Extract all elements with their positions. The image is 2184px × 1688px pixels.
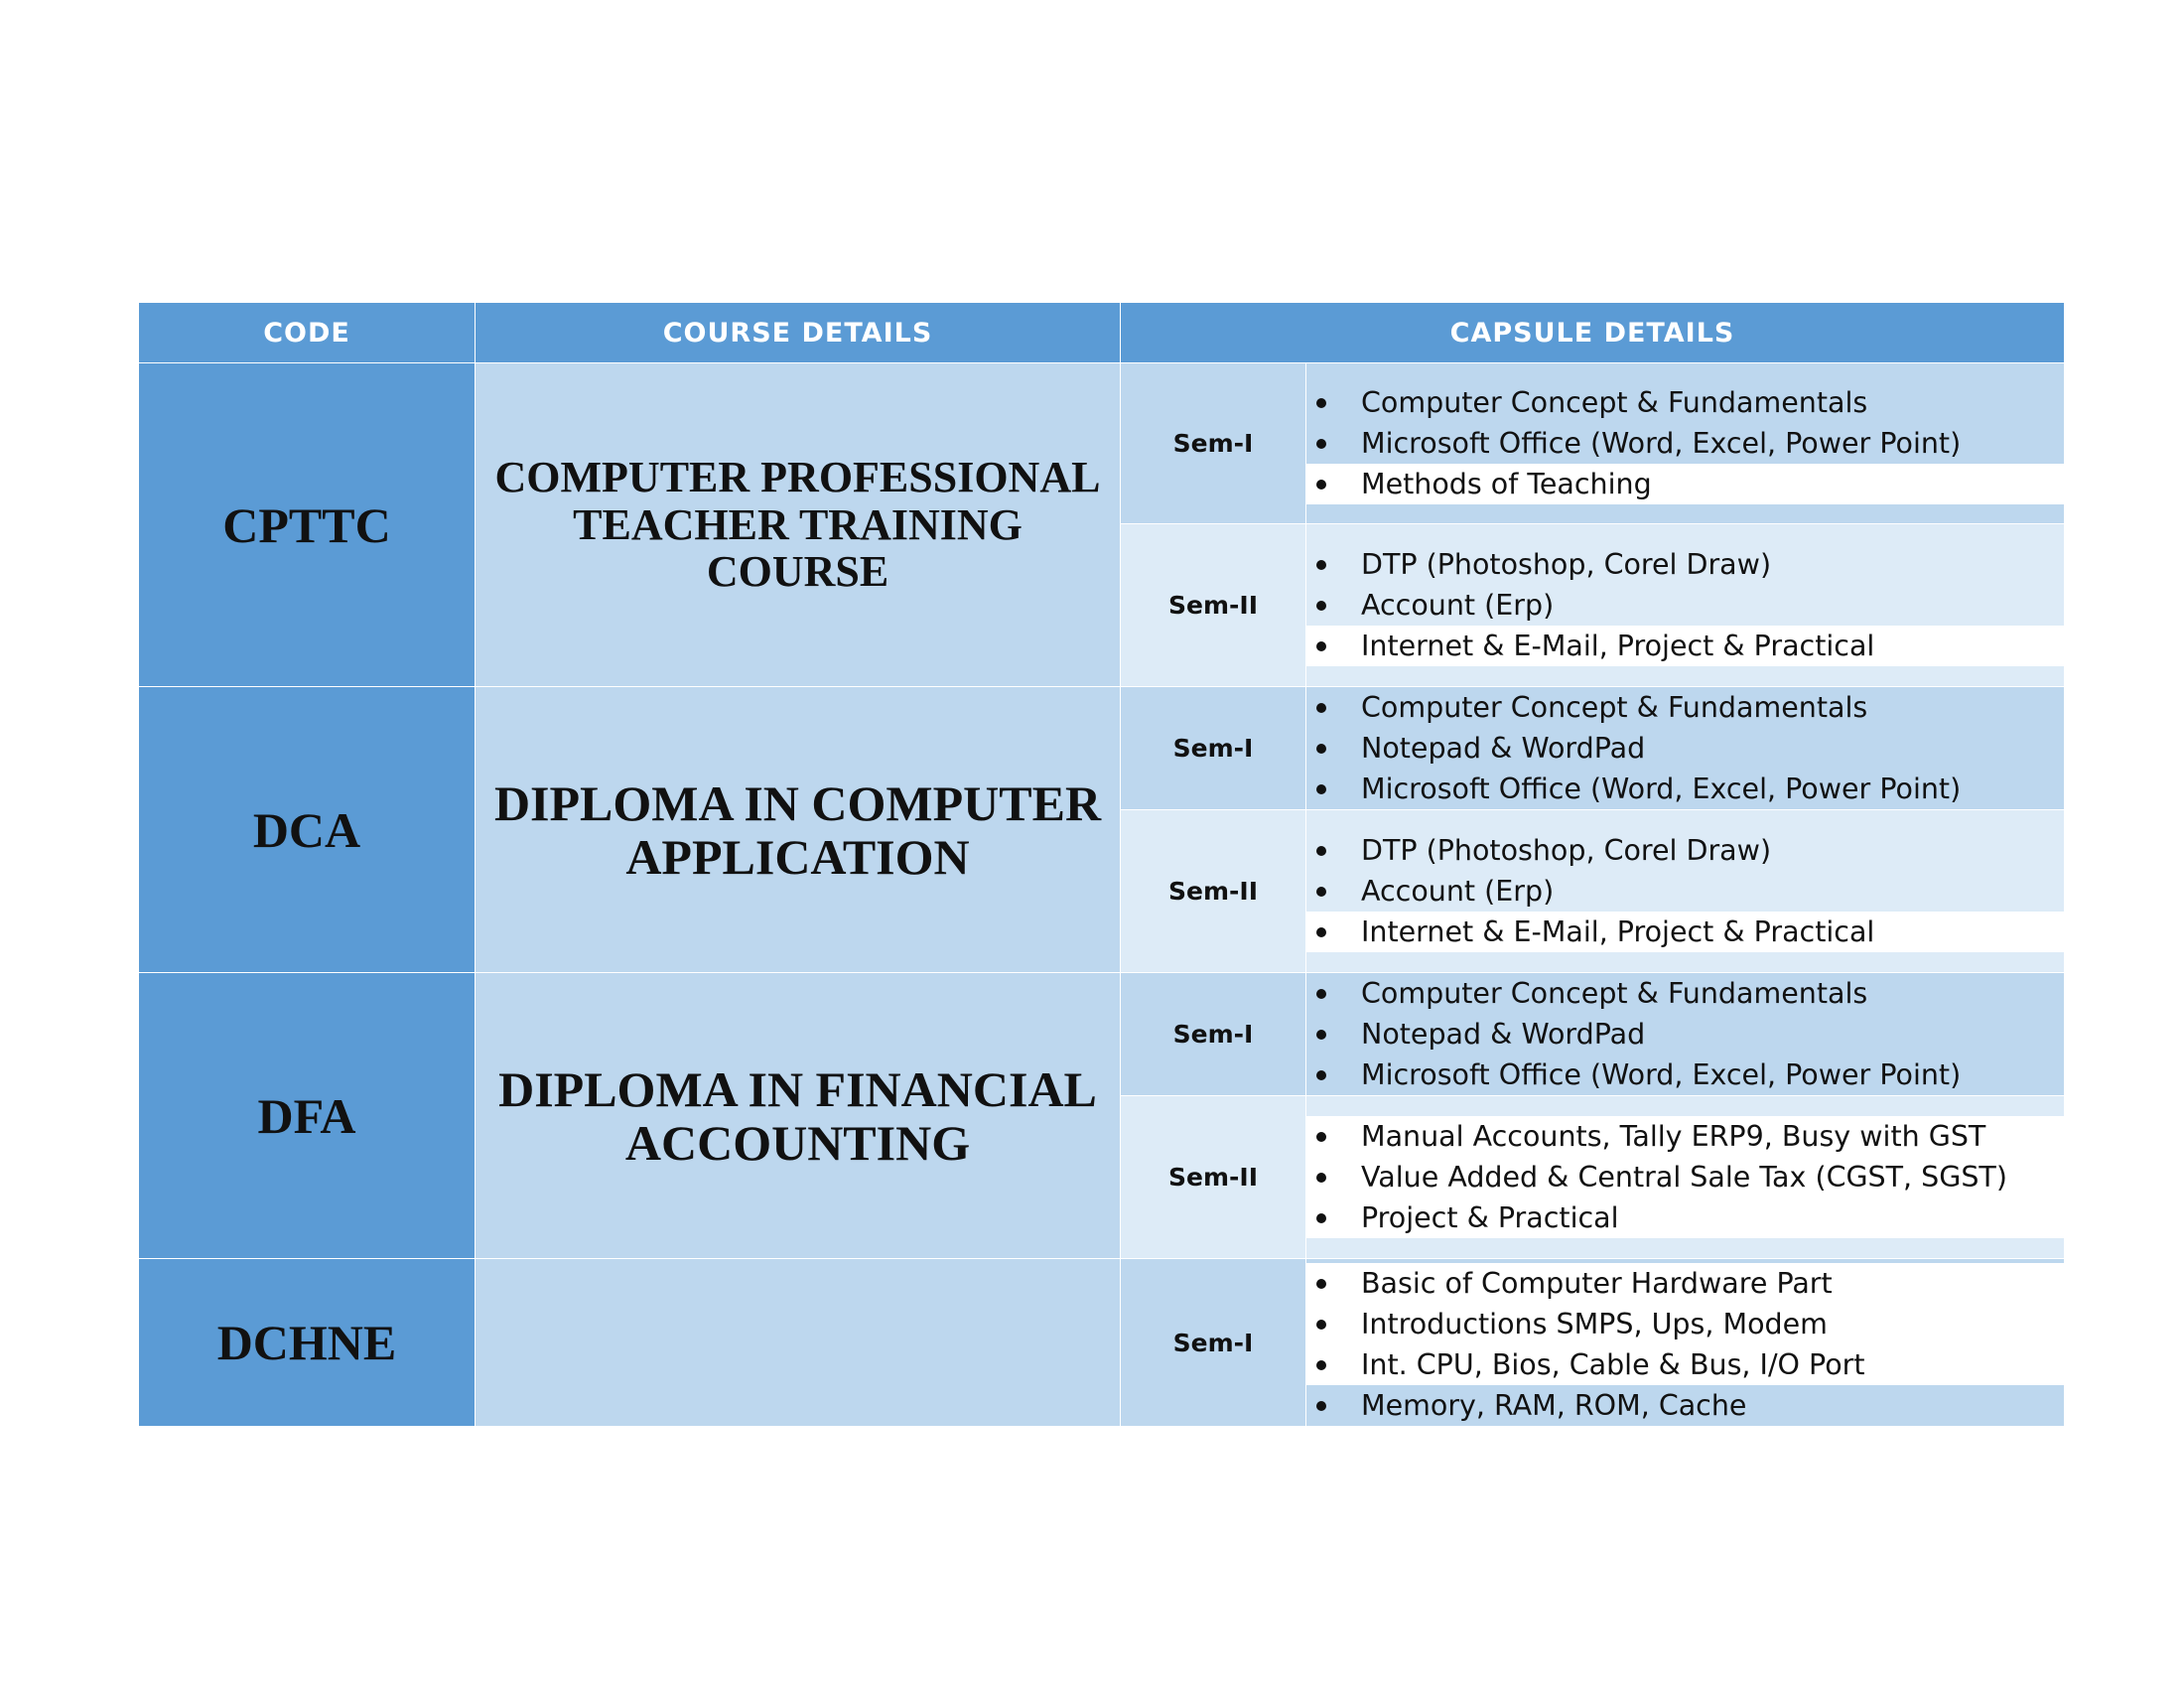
list-item-text: Introductions SMPS, Ups, Modem <box>1361 1308 1828 1340</box>
list-item <box>1306 1304 2064 1344</box>
list-item <box>1306 1385 2064 1426</box>
bullet-icon <box>1316 1320 1326 1330</box>
table-row <box>139 1259 2065 1427</box>
bullet-icon <box>1316 1173 1326 1183</box>
list-item <box>1306 464 2064 504</box>
course-name <box>476 1259 1121 1427</box>
capsule-list <box>1306 830 2064 952</box>
capsule-list <box>1306 544 2064 666</box>
capsule-cell <box>1306 524 2065 687</box>
semester-label: Sem-II <box>1121 524 1306 687</box>
list-item <box>1306 1197 2064 1238</box>
list-item-text: Int. CPU, Bios, Cable & Bus, I/O Port <box>1361 1348 1865 1381</box>
capsule-list <box>1306 1116 2064 1238</box>
course-code: DFA <box>139 973 476 1259</box>
header-capsule-details: CAPSULE DETAILS <box>1121 303 2065 363</box>
list-item-text: Manual Accounts, Tally ERP9, Busy with GST <box>1361 1120 1986 1153</box>
list-item <box>1306 382 2064 423</box>
list-item <box>1306 423 2064 464</box>
list-item <box>1306 544 2064 585</box>
table-row <box>139 973 2065 1096</box>
capsule-cell <box>1306 363 2065 524</box>
capsule-cell <box>1306 1096 2065 1259</box>
semester-label: Sem-I <box>1121 1259 1306 1427</box>
header-course-details: COURSE DETAILS <box>476 303 1121 363</box>
list-item <box>1306 1157 2064 1197</box>
semester-label: Sem-I <box>1121 687 1306 810</box>
capsule-list <box>1306 687 2064 809</box>
list-item <box>1306 769 2064 809</box>
bullet-icon <box>1316 560 1326 570</box>
course-name <box>476 687 1121 973</box>
bullet-icon <box>1316 1401 1326 1411</box>
course-code: CPTTC <box>139 363 476 687</box>
course-name-line: DIPLOMA IN COMPUTER <box>493 774 1102 831</box>
bullet-icon <box>1316 846 1326 856</box>
capsule-list <box>1306 382 2064 504</box>
bullet-icon <box>1316 480 1326 490</box>
list-item-text: Memory, RAM, ROM, Cache <box>1361 1389 1747 1422</box>
capsule-cell <box>1306 1259 2065 1427</box>
list-item-text: Computer Concept & Fundamentals <box>1361 691 1868 724</box>
list-item-text: Microsoft Office (Word, Excel, Power Point) <box>1361 427 1962 460</box>
list-item-text: Notepad & WordPad <box>1361 1018 1646 1051</box>
list-item-text: DTP (Photoshop, Corel Draw) <box>1361 548 1772 581</box>
course-name-line: ACCOUNTING <box>624 1114 971 1171</box>
course-name-line: TEACHER TRAINING <box>573 499 1023 549</box>
list-item-text: Microsoft Office (Word, Excel, Power Point) <box>1361 1058 1962 1091</box>
list-item <box>1306 626 2064 666</box>
capsule-cell <box>1306 810 2065 973</box>
header-code: CODE <box>139 303 476 363</box>
list-item <box>1306 687 2064 728</box>
bullet-icon <box>1316 1360 1326 1370</box>
list-item-text: Computer Concept & Fundamentals <box>1361 977 1868 1010</box>
capsule-list <box>1306 1263 2064 1426</box>
list-item <box>1306 585 2064 626</box>
list-item-text: Microsoft Office (Word, Excel, Power Point) <box>1361 773 1962 805</box>
list-item-text: Internet & E-Mail, Project & Practical <box>1361 630 1875 662</box>
list-item <box>1306 973 2064 1014</box>
list-item-text: Value Added & Central Sale Tax (CGST, SGST) <box>1361 1161 2007 1194</box>
list-item-text: Computer Concept & Fundamentals <box>1361 386 1868 419</box>
bullet-icon <box>1316 989 1326 999</box>
course-name-line: COURSE <box>706 547 889 597</box>
course-table <box>138 302 2065 1427</box>
bullet-icon <box>1316 1213 1326 1223</box>
list-item-text: Methods of Teaching <box>1361 468 1652 500</box>
capsule-cell <box>1306 973 2065 1096</box>
list-item-text: Internet & E-Mail, Project & Practical <box>1361 915 1875 948</box>
semester-label: Sem-I <box>1121 363 1306 524</box>
semester-label: Sem-II <box>1121 810 1306 973</box>
table-row <box>139 363 2065 524</box>
list-item-text: DTP (Photoshop, Corel Draw) <box>1361 834 1772 867</box>
capsule-list <box>1306 973 2064 1095</box>
bullet-icon <box>1316 601 1326 611</box>
bullet-icon <box>1316 1279 1326 1289</box>
bullet-icon <box>1316 1070 1326 1080</box>
list-item-text: Account (Erp) <box>1361 875 1555 908</box>
list-item <box>1306 1344 2064 1385</box>
course-name-line: APPLICATION <box>625 828 970 885</box>
bullet-icon <box>1316 1132 1326 1142</box>
list-item <box>1306 871 2064 912</box>
table-row <box>139 687 2065 810</box>
list-item <box>1306 1014 2064 1055</box>
bullet-icon <box>1316 927 1326 937</box>
list-item <box>1306 728 2064 769</box>
course-name <box>476 973 1121 1259</box>
bullet-icon <box>1316 398 1326 408</box>
capsule-cell <box>1306 687 2065 810</box>
list-item-text: Notepad & WordPad <box>1361 732 1646 765</box>
semester-label: Sem-II <box>1121 1096 1306 1259</box>
semester-label: Sem-I <box>1121 973 1306 1096</box>
list-item <box>1306 830 2064 871</box>
bullet-icon <box>1316 887 1326 897</box>
bullet-icon <box>1316 744 1326 754</box>
list-item <box>1306 912 2064 952</box>
list-item <box>1306 1116 2064 1157</box>
list-item-text: Account (Erp) <box>1361 589 1555 622</box>
bullet-icon <box>1316 784 1326 794</box>
list-item-text: Basic of Computer Hardware Part <box>1361 1267 1833 1300</box>
bullet-icon <box>1316 641 1326 651</box>
course-name-line: COMPUTER PROFESSIONAL <box>494 453 1101 502</box>
list-item <box>1306 1263 2064 1304</box>
course-name-line: DIPLOMA IN FINANCIAL <box>498 1060 1097 1117</box>
bullet-icon <box>1316 1030 1326 1040</box>
list-item <box>1306 1055 2064 1095</box>
bullet-icon <box>1316 439 1326 449</box>
bullet-icon <box>1316 703 1326 713</box>
course-code: DCHNE <box>139 1259 476 1427</box>
course-name <box>476 363 1121 687</box>
list-item-text: Project & Practical <box>1361 1201 1619 1234</box>
header-row <box>139 303 2065 363</box>
course-code: DCA <box>139 687 476 973</box>
